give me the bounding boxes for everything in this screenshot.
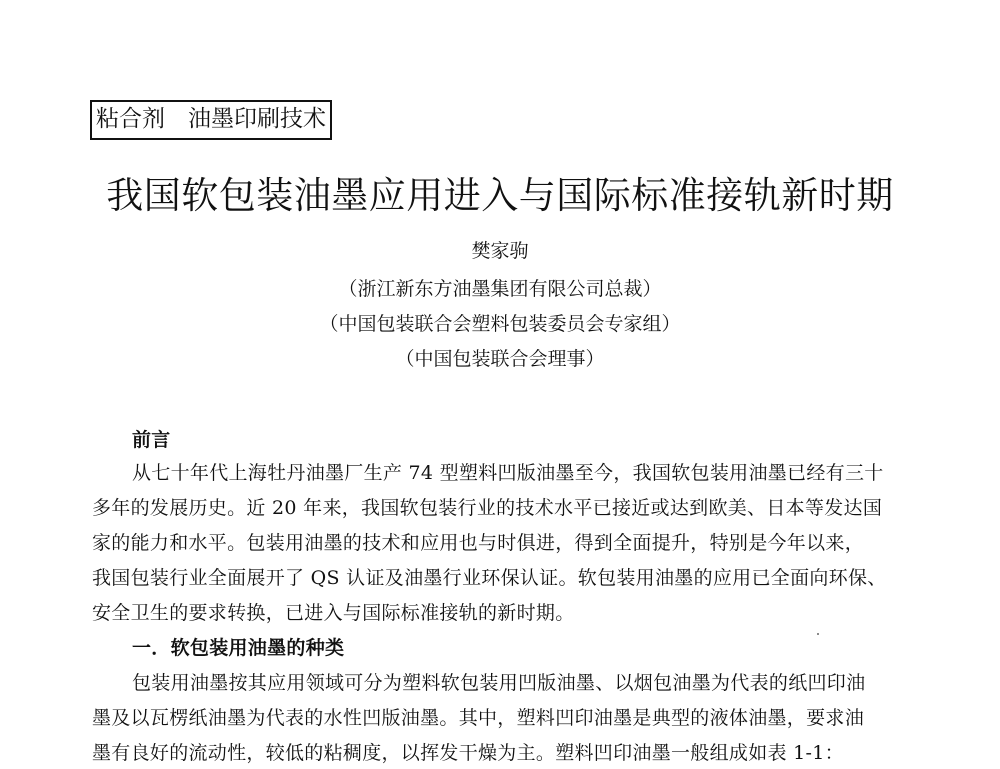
paragraph-line: 安全卫生的要求转换，已进入与国际标准接轨的新时期。 (92, 602, 575, 624)
paragraph-line: 我国包装行业全面展开了 QS 认证及油墨行业环保认证。软包装用油墨的应用已全面向环保、 (92, 567, 887, 589)
preface-heading: 前言 (132, 429, 171, 451)
affiliation-line: （中国包装联合会塑料包装委员会专家组） (319, 313, 681, 335)
author-name: 樊家驹 (471, 240, 529, 262)
paragraph-line: 墨及以瓦楞纸油墨为代表的水性凹版油墨。其中，塑料凹印油墨是典型的液体油墨，要求油 (92, 707, 865, 729)
scan-speck (817, 633, 819, 635)
article-title: 我国软包装油墨应用进入与国际标准接轨新时期 (106, 174, 894, 217)
paragraph-line: 墨有良好的流动性，较低的粘稠度，以挥发干燥为主。塑料凹印油墨一般组成如表 1-1： (92, 742, 844, 764)
paragraph-line: 家的能力和水平。包装用油墨的技术和应用也与时俱进，得到全面提升，特别是今年以来， (92, 532, 865, 554)
affiliation-line: （浙江新东方油墨集团有限公司总裁） (338, 278, 662, 300)
paragraph-line: 包装用油墨按其应用领域可分为塑料软包装用凹版油墨、以烟包油墨为代表的纸凹印油 (132, 672, 866, 694)
affiliation-line: （中国包装联合会理事） (395, 348, 605, 370)
section-tag: 粘合剂 油墨印刷技术 (90, 100, 332, 140)
paragraph-line: 从七十年代上海牡丹油墨厂生产 74 型塑料凹版油墨至今，我国软包装用油墨已经有三十 (132, 462, 884, 484)
paragraph-line: 多年的发展历史。近 20 年来，我国软包装行业的技术水平已接近或达到欧美、日本等发达国 (92, 497, 883, 519)
section-heading: 一．软包装用油墨的种类 (132, 637, 345, 659)
